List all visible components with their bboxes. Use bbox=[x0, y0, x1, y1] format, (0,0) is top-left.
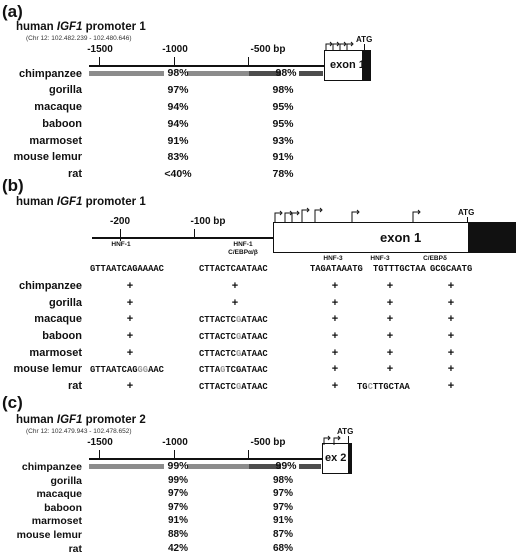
panel-a-chr: (Chr 12: 102.482.239 - 102.480.646) bbox=[26, 35, 132, 42]
identity-value: 83% bbox=[167, 151, 189, 163]
site-conserved: + bbox=[231, 297, 239, 309]
panel-c-exon-label: ex 2 bbox=[325, 452, 347, 464]
site-conserved: + bbox=[386, 347, 394, 359]
identity-value: 94% bbox=[167, 101, 189, 113]
identity-value: 91% bbox=[272, 151, 294, 163]
site-conserved: + bbox=[447, 347, 455, 359]
identity-value: 91% bbox=[272, 515, 293, 527]
panel-a-tss-arrows bbox=[322, 40, 362, 52]
panel-c-tick-mark bbox=[248, 450, 249, 458]
panel-c-tick-mark bbox=[99, 450, 100, 458]
site-conserved: + bbox=[447, 313, 455, 325]
identity-value: 91% bbox=[167, 515, 188, 527]
site-conserved: + bbox=[126, 280, 134, 292]
panel-c-tss-arrows bbox=[320, 434, 350, 446]
panel-b-coding-block bbox=[468, 222, 516, 253]
panel-c-chr: (Chr 12: 102.479.943 - 102.478.652) bbox=[26, 428, 132, 435]
site-conserved: + bbox=[126, 330, 134, 342]
variant-seq: CTTACTCGATAAC bbox=[199, 349, 268, 359]
site-conserved: + bbox=[386, 330, 394, 342]
site-conserved: + bbox=[386, 297, 394, 309]
site-conserved: + bbox=[126, 347, 134, 359]
identity-value: 95% bbox=[272, 101, 294, 113]
identity-value: 97% bbox=[272, 488, 293, 500]
human-seq-4: TGTTTGCTAA bbox=[373, 264, 426, 274]
identity-value: 42% bbox=[167, 542, 188, 553]
species-label: gorilla bbox=[48, 84, 82, 96]
panel-c-col2-top: 99% bbox=[275, 460, 297, 472]
species-label: mouse lemur bbox=[13, 363, 82, 375]
panel-b-site-hnf1-cebp: HNF-1 bbox=[233, 241, 253, 248]
panel-a-col2-top: 98% bbox=[275, 67, 297, 79]
human-seq-1: GTTAATCAGAAAAC bbox=[90, 264, 164, 274]
panel-b-site-cebpd: C/EBPδ bbox=[423, 255, 447, 262]
site-conserved: + bbox=[126, 380, 134, 392]
human-seq-5: GCGCAATG bbox=[430, 264, 473, 274]
site-conserved: + bbox=[386, 313, 394, 325]
site-conserved: + bbox=[331, 313, 339, 325]
site-conserved: + bbox=[386, 363, 394, 375]
site-conserved: + bbox=[331, 297, 339, 309]
panel-a-tick-500: -500 bp bbox=[250, 44, 286, 55]
species-label: chimpanzee bbox=[19, 68, 82, 80]
identity-value: 94% bbox=[167, 118, 189, 130]
species-label: chimpanzee bbox=[21, 461, 82, 473]
species-label: chimpanzee bbox=[19, 280, 82, 292]
panel-b-site-hnf1: HNF-1 bbox=[111, 241, 131, 248]
panel-c-atg: ATG bbox=[337, 427, 354, 436]
panel-a-tick-1000: -1000 bbox=[162, 44, 188, 55]
panel-c-label: (c) bbox=[2, 393, 23, 412]
site-conserved: + bbox=[331, 280, 339, 292]
identity-value: 97% bbox=[167, 501, 188, 513]
panel-c-tick-mark bbox=[174, 450, 175, 458]
panel-a-bar-1 bbox=[89, 71, 164, 76]
site-conserved: + bbox=[331, 363, 339, 375]
panel-a-exon-label: exon 1 bbox=[330, 59, 365, 71]
species-label: rat bbox=[67, 380, 82, 392]
site-conserved: + bbox=[447, 380, 455, 392]
species-label: gorilla bbox=[50, 474, 82, 487]
species-label: macaque bbox=[34, 313, 82, 325]
species-label: baboon bbox=[42, 118, 82, 130]
panel-a-atg-tick bbox=[364, 44, 365, 50]
species-label: baboon bbox=[44, 501, 82, 514]
species-label: macaque bbox=[36, 488, 82, 501]
species-label: macaque bbox=[34, 101, 82, 113]
species-label: marmoset bbox=[31, 515, 82, 528]
panel-b-site-hnf3-a: HNF-3 bbox=[323, 255, 343, 262]
panel-c-title: human IGF1 promoter 2 bbox=[16, 414, 146, 426]
panel-a-title: human IGF1 promoter 1 bbox=[16, 21, 146, 33]
panel-b-label: (b) bbox=[2, 176, 24, 195]
species-label: mouse lemur bbox=[16, 529, 82, 541]
identity-value: 95% bbox=[272, 118, 294, 130]
identity-value: <40% bbox=[164, 168, 192, 180]
panel-c-bar-1 bbox=[89, 464, 164, 469]
identity-value: 88% bbox=[167, 529, 188, 540]
panel-a-tick-1500: -1500 bbox=[87, 44, 113, 55]
site-conserved: + bbox=[447, 363, 455, 375]
identity-value: 93% bbox=[272, 135, 294, 147]
species-label: baboon bbox=[42, 330, 82, 342]
identity-value: 98% bbox=[272, 474, 293, 486]
panel-b-exon-box bbox=[273, 222, 469, 253]
identity-value: 97% bbox=[167, 488, 188, 500]
identity-value: 87% bbox=[272, 529, 293, 540]
variant-seq: GTTAATCAGGGAAC bbox=[90, 365, 164, 375]
species-label: marmoset bbox=[29, 135, 82, 147]
site-conserved: + bbox=[126, 313, 134, 325]
panel-b-atg: ATG bbox=[458, 208, 475, 217]
site-conserved: + bbox=[447, 280, 455, 292]
panel-a-label: (a) bbox=[2, 2, 23, 21]
species-label: gorilla bbox=[48, 297, 82, 309]
panel-c-tick-1000: -1000 bbox=[162, 437, 188, 448]
panel-b-site-hnf3-b: HNF-3 bbox=[370, 255, 390, 262]
site-conserved: + bbox=[331, 347, 339, 359]
panel-b-exon-label: exon 1 bbox=[380, 230, 422, 245]
species-label: rat bbox=[67, 168, 82, 180]
panel-a-col1-top: 98% bbox=[167, 67, 189, 79]
identity-value: 97% bbox=[167, 84, 189, 96]
species-label: mouse lemur bbox=[13, 151, 82, 163]
panel-b-tick-mark bbox=[120, 229, 121, 237]
panel-b-site-hnf1-cebp-2: C/EBPα/β bbox=[228, 249, 258, 256]
variant-seq: CTTACTCGATAAC bbox=[199, 315, 268, 325]
panel-c-col1-top: 99% bbox=[167, 460, 189, 472]
variant-seq: TGCTTGCTAA bbox=[357, 382, 410, 392]
site-conserved: + bbox=[447, 297, 455, 309]
species-label: rat bbox=[68, 542, 82, 553]
site-conserved: + bbox=[126, 297, 134, 309]
identity-value: 99% bbox=[167, 474, 188, 486]
panel-b-tick-mark bbox=[194, 229, 195, 237]
site-tick bbox=[120, 238, 121, 241]
panel-a-tick-mark bbox=[174, 57, 175, 65]
panel-b-title: human IGF1 promoter 1 bbox=[16, 196, 146, 208]
panel-c-tick-500: -500 bp bbox=[250, 437, 286, 448]
panel-b-atg-tick bbox=[467, 217, 468, 222]
site-conserved: + bbox=[231, 280, 239, 292]
panel-a-atg: ATG bbox=[356, 35, 373, 44]
variant-seq: CTTACTCGATAAC bbox=[199, 332, 268, 342]
panel-c-coding-block bbox=[348, 443, 352, 474]
identity-value: 78% bbox=[272, 168, 294, 180]
identity-value: 68% bbox=[272, 542, 293, 553]
panel-b-tick-100: -100 bp bbox=[190, 216, 226, 227]
human-seq-2: CTTACTCAATAAC bbox=[199, 264, 268, 274]
site-conserved: + bbox=[331, 380, 339, 392]
site-conserved: + bbox=[447, 330, 455, 342]
variant-seq: CTTACTCGATAAC bbox=[199, 382, 268, 392]
panel-b-tss-arrows bbox=[270, 208, 430, 224]
site-conserved: + bbox=[386, 280, 394, 292]
site-conserved: + bbox=[331, 330, 339, 342]
human-seq-3: TAGATAAATG bbox=[310, 264, 363, 274]
variant-seq: CTTAGTCGATAAC bbox=[199, 365, 268, 375]
panel-b-tick-200: -200 bbox=[109, 216, 130, 227]
identity-value: 91% bbox=[167, 135, 189, 147]
panel-a-tick-mark bbox=[99, 57, 100, 65]
panel-c-tick-1500: -1500 bbox=[87, 437, 113, 448]
identity-value: 98% bbox=[272, 84, 294, 96]
species-label: marmoset bbox=[29, 347, 82, 359]
identity-value: 97% bbox=[272, 501, 293, 513]
panel-a-tick-mark bbox=[248, 57, 249, 65]
